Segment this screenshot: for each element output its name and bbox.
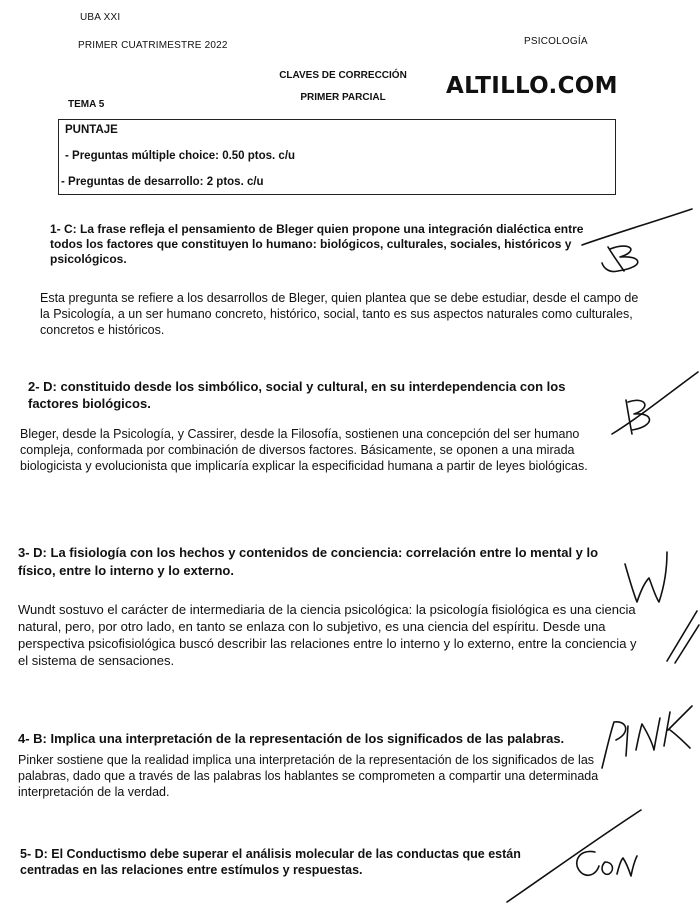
puntaje-multiple-choice: - Preguntas múltiple choice: 0.50 ptos. c/u	[65, 150, 296, 162]
document-subtitle: PRIMER PARCIAL	[300, 92, 386, 103]
handwritten-mark-3	[615, 548, 700, 610]
question-3-explanation: Wundt sostuvo el carácter de intermediaria de la ciencia psicológica: la psicología fisiológica es una ciencia natural, pero, por otro lado, en tanto se enlaza con lo subjetivo, es una ciencia del espíritu. Desde una perspectiva psicofisiológica buscó describir las relaciones entre lo interno y lo externo, entre la conciencia y el sistema de sensaciones.	[18, 602, 637, 668]
watermark: ALTILLO.COM	[446, 73, 618, 99]
question-2-answer: 2- D: constituido desde los simbólico, social y cultural, en su interdependencia con los factores biológicos.	[28, 379, 566, 411]
puntaje-box	[58, 119, 616, 195]
handwritten-mark-6	[505, 806, 645, 906]
question-3-answer: 3- D: La fisiología con los hechos y contenidos de conciencia: correlación entre lo mental y lo físico, entre lo interno y lo externo.	[18, 545, 599, 578]
question-4-explanation: Pinker sostiene que la realidad implica una interpretación de la representación de los significados de las palabras, dado que a través de las palabras los hablantes se comprometen a compartir una determinada interpretación de la verdad.	[18, 753, 599, 799]
question-2-explanation: Bleger, desde la Psicología, y Cassirer, desde la Filosofía, sostienen una concepción del ser humano compleja, conformada por combinación de diversos factores. Básicamente, se oponen a una mirada biologicista y evolucionista que implicaría explicar la especificidad humana a partir de leyes biológicas.	[20, 427, 588, 473]
puntaje-heading: PUNTAJE	[65, 124, 118, 136]
question-1-answer: 1- C: La frase refleja el pensamiento de Bleger quien propone una integración dialéctica entre todos los factores que constituyen lo humano: biológicos, culturales, sociales, históricos y psicológicos.	[50, 222, 584, 266]
subject-label: PSICOLOGÍA	[524, 36, 588, 47]
puntaje-desarrollo: - Preguntas de desarrollo: 2 ptos. c/u	[61, 176, 264, 188]
question-1-explanation: Esta pregunta se refiere a los desarrollos de Bleger, quien plantea que se debe estudiar, desde el campo de la Psicología, a un ser humano concreto, histórico, social, tanto es sus aspectos naturales como culturales, concretos e históricos.	[40, 291, 639, 337]
question-4-answer: 4- B: Implica una interpretación de la representación de los significados de las palabras.	[18, 731, 565, 746]
handwritten-mark-1	[580, 205, 695, 280]
tema-label: TEMA 5	[68, 99, 105, 110]
handwritten-mark-2	[608, 368, 700, 443]
handwritten-mark-4	[665, 605, 700, 665]
institution-label: UBA XXI	[80, 12, 121, 23]
question-5-answer: 5- D: El Conductismo debe superar el análisis molecular de las conductas que están centradas en las relaciones entre estímulos y respuestas.	[20, 847, 521, 877]
period-label: PRIMER CUATRIMESTRE 2022	[78, 40, 228, 51]
handwritten-mark-5	[598, 700, 698, 775]
document-title: CLAVES DE CORRECCIÓN	[279, 70, 407, 81]
